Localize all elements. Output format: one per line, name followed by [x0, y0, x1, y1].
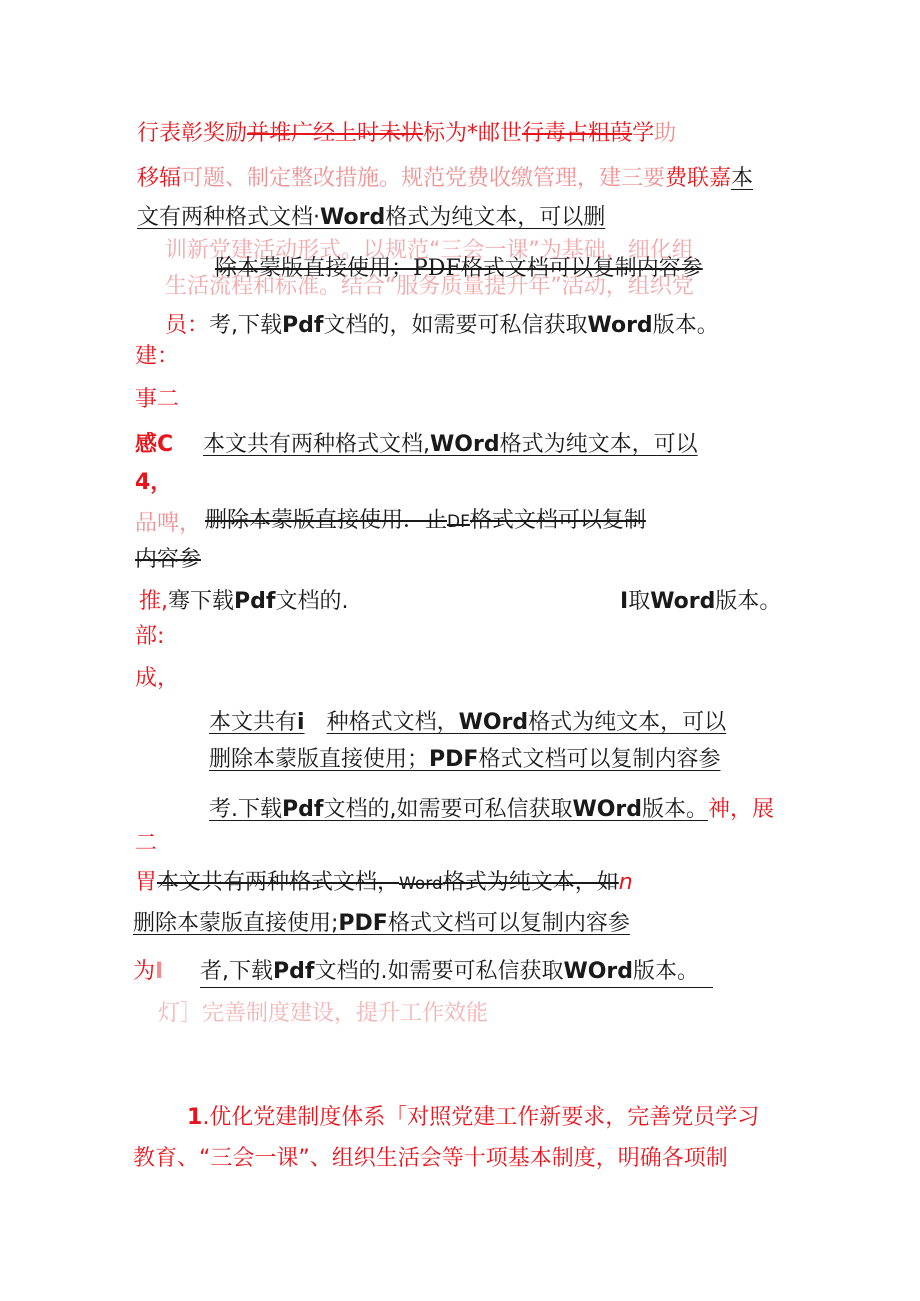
text-red: n	[618, 870, 633, 895]
text: 文档的.	[275, 589, 349, 614]
text-strike: 格式文档可以复制	[469, 508, 646, 533]
doc-line-k	[187, 1103, 759, 1133]
text-red: 员：	[165, 313, 210, 338]
text-red: 推,	[139, 589, 168, 614]
text-small: Word	[399, 874, 443, 894]
text-bold: Word	[587, 313, 653, 338]
text-red: 神，展	[708, 797, 775, 822]
text-strike: 格式为纯文本，如	[442, 870, 619, 895]
text: 格式文档可以复制内容参	[478, 747, 721, 772]
text: 版本。	[715, 589, 782, 614]
doc-line-4: 除本蒙版直接使用；PDF格式文档可以复制内容参	[215, 256, 703, 281]
text-bold: Pdf	[282, 797, 324, 822]
text: 者,下载	[200, 959, 273, 984]
text-black: 本	[731, 166, 754, 191]
text-small: DF	[447, 512, 470, 532]
text-pink: 可题、制定整改措施。规范党费收缴管理，建三要	[181, 166, 666, 191]
text: 文档的.如需要可私信获取	[314, 959, 564, 984]
ghost-text-2: 生活流程和标准。结合“服务质量提升年”活动，组织党	[165, 274, 694, 299]
text-bold: Pdf	[282, 313, 324, 338]
text: 格式文档可以复制内容参	[387, 911, 630, 936]
text-red: 胃	[135, 870, 158, 895]
text-bold: Pdf	[234, 589, 276, 614]
text: 版本。	[652, 313, 719, 338]
text: 本文共有	[209, 710, 298, 735]
text-pink: 助	[654, 121, 677, 146]
label-gan: 感C	[135, 432, 174, 457]
text: 格式为纯文本，可以	[499, 432, 698, 457]
text: 文档的，如需要可私信获取	[323, 313, 588, 338]
text-red: 1	[187, 1105, 203, 1130]
text-bold: Pdf	[273, 959, 315, 984]
text-pink: I	[155, 959, 164, 984]
doc-line-j	[200, 957, 699, 987]
text-bold: I	[620, 589, 629, 614]
text-strike: 并堆广经上时未状	[247, 121, 424, 146]
text: 骞下载	[168, 589, 235, 614]
doc-line-2	[137, 164, 753, 194]
doc-line-e	[209, 708, 726, 738]
text: 文有两种格式文档·	[137, 205, 320, 230]
text-red: 移辐	[137, 166, 182, 191]
text: 考.下载	[209, 797, 282, 822]
text: 考,下载	[209, 313, 283, 338]
text: 格式为纯文本，可以	[528, 710, 727, 735]
doc-line-3	[137, 203, 605, 233]
label-4: 4，	[135, 470, 173, 495]
text: 种格式文档，	[326, 710, 459, 735]
text-strike: 行毒占粗葭	[522, 121, 633, 146]
doc-line-h	[135, 868, 633, 899]
doc-line-g	[209, 795, 774, 825]
doc-line-f	[209, 745, 720, 775]
text: 格式为纯文本，可以删	[385, 205, 606, 230]
label-bu: 部:	[135, 624, 165, 649]
text: 版本。	[642, 797, 709, 822]
text: 删除本蒙版直接使用；	[209, 747, 430, 772]
text-bold: Word	[650, 589, 716, 614]
text-red: 为	[133, 959, 156, 984]
doc-line-a	[203, 430, 698, 460]
text-red: 行表彰奖励	[137, 121, 248, 146]
doc-line-i	[133, 909, 630, 939]
doc-line-d	[139, 587, 348, 617]
text-bold: i	[297, 710, 305, 735]
doc-line-b	[205, 506, 646, 537]
label-shi: 事二	[135, 387, 180, 412]
text: 文档的,如需要可私信获取	[323, 797, 573, 822]
text: 取	[628, 589, 651, 614]
text-bold: WOrd	[572, 797, 643, 822]
text-bold: PDF	[429, 747, 479, 772]
doc-line-5	[165, 311, 719, 341]
doc-line-d-right	[620, 587, 781, 617]
faint-heading: 灯］完善制度建设，提升工作效能	[158, 1001, 489, 1026]
text-red: 标为*邮世	[423, 121, 523, 146]
text-red: .优化党建制度体系「对照党建工作新要求，完善党员学习	[202, 1105, 760, 1130]
label-pinpi: 品啤，	[135, 511, 202, 536]
text-bold: PDF	[338, 911, 388, 936]
doc-line-c: 内容参	[135, 547, 202, 572]
text-bold: WOrd	[563, 959, 634, 984]
label-jian: 建：	[135, 344, 180, 369]
text-bold: WOrd	[458, 710, 529, 735]
underline-rule	[200, 987, 713, 988]
text-red: 费联嘉	[665, 166, 732, 191]
text: 本文共有两种格式文档,	[203, 432, 430, 457]
text: 删除本蒙版直接使用;	[133, 911, 339, 936]
doc-line-l: 教育、“三会一课”、组织生活会等十项基本制度，明确各项制	[133, 1146, 728, 1171]
doc-line-1	[137, 119, 676, 149]
label-cheng: 成，	[135, 666, 180, 691]
text-strike: 本文共有两种格式文档，	[157, 870, 400, 895]
text-red: 学	[632, 121, 655, 146]
ghost-text-1: 训新党建活动形式。以规范“三会一课”为基础，细化组	[165, 238, 694, 263]
doc-line-j-label	[133, 957, 163, 987]
label-er: 二	[135, 831, 158, 856]
text-strike: 删除本蒙版直接使用．止	[205, 508, 448, 533]
text: 版本。	[633, 959, 700, 984]
text-bold: WOrd	[430, 432, 500, 457]
text-bold: Word	[320, 205, 386, 230]
